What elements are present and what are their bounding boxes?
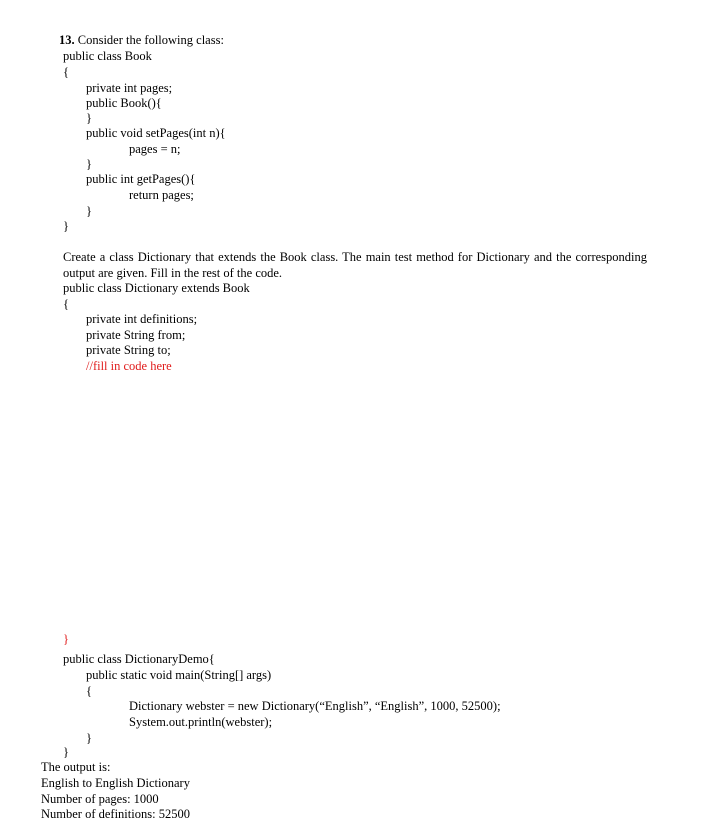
book-class-header: public class Book [63,49,152,63]
book-set-pages-method: public void setPages(int n){ [86,126,226,140]
dictionary-field-to: private String to; [86,343,171,357]
book-field-pages: private int pages; [86,81,173,95]
demo-main-close-brace: } [86,731,92,745]
book-set-pages-body: pages = n; [129,142,181,156]
book-class-close-brace: } [63,219,69,233]
fill-in-code-comment: //fill in code here [86,359,172,373]
answer-area [63,376,647,630]
dictionary-field-definitions: private int definitions; [86,312,198,326]
book-get-pages-body: return pages; [129,188,194,202]
dictionary-class-close-brace: } [63,632,69,646]
demo-class-close-brace: } [63,745,69,759]
book-constructor-close: } [86,111,92,125]
book-get-pages-method: public int getPages(){ [86,172,196,186]
dictionary-class-header: public class Dictionary extends Book [63,281,250,295]
dictionary-class-open-brace: { [63,297,69,311]
demo-print-statement: System.out.println(webster); [129,715,273,729]
question-prompt: Consider the following class: [77,33,224,47]
book-get-pages-close: } [86,204,92,218]
book-class-open-brace: { [63,65,69,79]
demo-main-method: public static void main(String[] args) [86,668,272,682]
output-line: Number of pages: 1000 [41,792,159,806]
question-number: 13. [59,33,75,47]
output-label: The output is: [41,760,111,774]
demo-main-open-brace: { [86,684,92,698]
demo-create-statement: Dictionary webster = new Dictionary(“English”, “English”, 1000, 52500); [129,699,501,713]
book-constructor: public Book(){ [86,96,162,110]
instructions-paragraph: Create a class Dictionary that extends the Book class. The main test method for Dictionary and the corresponding output are given. Fill in the rest of the code. [63,250,647,280]
book-set-pages-close: } [86,157,92,171]
demo-class-header: public class DictionaryDemo{ [63,652,215,666]
output-line: English to English Dictionary [41,776,190,790]
dictionary-field-from: private String from; [86,328,186,342]
output-line: Number of definitions: 52500 [41,807,190,821]
question-heading [59,33,224,48]
